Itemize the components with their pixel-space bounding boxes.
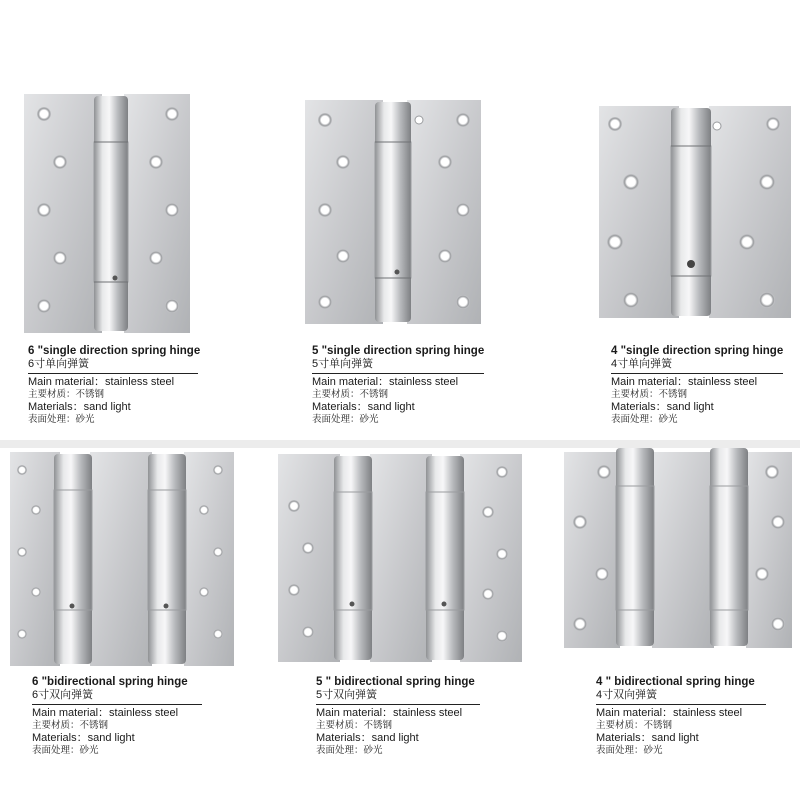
product-material-cn: 主要材质：不锈钢 <box>596 720 673 731</box>
product-title-cn: 5寸单向弹簧 <box>312 358 374 370</box>
product-title-cn: 6寸双向弹簧 <box>32 689 94 701</box>
product-caption-5in-bidirectional <box>316 675 480 757</box>
product-title-cn: 4寸单向弹簧 <box>611 358 673 370</box>
product-finish-cn: 表面处理：砂光 <box>611 414 678 425</box>
product-caption-6in-bidirectional <box>32 675 202 757</box>
product-material: Main material：stainless steel <box>611 376 758 388</box>
product-title: 6 "bidirectional spring hinge <box>32 676 188 688</box>
product-finish-cn: 表面处理：砂光 <box>312 414 379 425</box>
product-finish-cn: 表面处理：砂光 <box>28 414 95 425</box>
product-title: 5 " bidirectional spring hinge <box>316 676 475 688</box>
product-material: Main material：stainless steel <box>316 707 463 719</box>
caption-rule <box>316 704 480 705</box>
caption-rule <box>611 373 783 374</box>
product-image-6in-single <box>22 92 192 335</box>
product-image-6in-bidirectional <box>8 450 236 668</box>
product-finish-cn: 表面处理：砂光 <box>32 745 99 756</box>
product-material: Main material：stainless steel <box>32 707 179 719</box>
product-finish: Materials：sand light <box>28 401 131 413</box>
caption-rule <box>596 704 766 705</box>
product-title-cn: 5寸双向弹簧 <box>316 689 378 701</box>
caption-rule <box>312 373 484 374</box>
product-material-cn: 主要材质：不锈钢 <box>316 720 393 731</box>
product-image-5in-bidirectional <box>276 452 524 664</box>
product-title: 5 "single direction spring hinge <box>312 345 485 357</box>
product-material: Main material：stainless steel <box>28 376 175 388</box>
product-caption-4in-bidirectional <box>596 675 766 757</box>
product-finish: Materials：sand light <box>32 732 135 744</box>
product-image-5in-single <box>303 98 483 326</box>
product-finish: Materials：sand light <box>312 401 415 413</box>
product-title-cn: 4寸双向弹簧 <box>596 689 658 701</box>
product-material-cn: 主要材质：不锈钢 <box>32 720 109 731</box>
product-material: Main material：stainless steel <box>312 376 459 388</box>
product-caption-5in-single <box>312 344 484 426</box>
product-finish: Materials：sand light <box>596 732 699 744</box>
product-finish: Materials：sand light <box>316 732 419 744</box>
product-caption-4in-single <box>611 344 783 426</box>
product-material-cn: 主要材质：不锈钢 <box>312 389 389 400</box>
product-material-cn: 主要材质：不锈钢 <box>611 389 688 400</box>
product-title: 4 " bidirectional spring hinge <box>596 676 755 688</box>
product-image-4in-single <box>597 104 793 320</box>
product-caption-6in-single <box>28 344 201 426</box>
caption-rule <box>28 373 198 374</box>
product-title-cn: 6寸单向弹簧 <box>28 358 90 370</box>
product-finish-cn: 表面处理：砂光 <box>316 745 383 756</box>
product-title: 6 "single direction spring hinge <box>28 345 201 357</box>
product-finish: Materials：sand light <box>611 401 714 413</box>
product-material-cn: 主要材质：不锈钢 <box>28 389 105 400</box>
caption-rule <box>32 704 202 705</box>
product-finish-cn: 表面处理：砂光 <box>596 745 663 756</box>
product-material: Main material：stainless steel <box>596 707 743 719</box>
product-image-4in-bidirectional <box>562 446 794 650</box>
product-title: 4 "single direction spring hinge <box>611 345 784 357</box>
